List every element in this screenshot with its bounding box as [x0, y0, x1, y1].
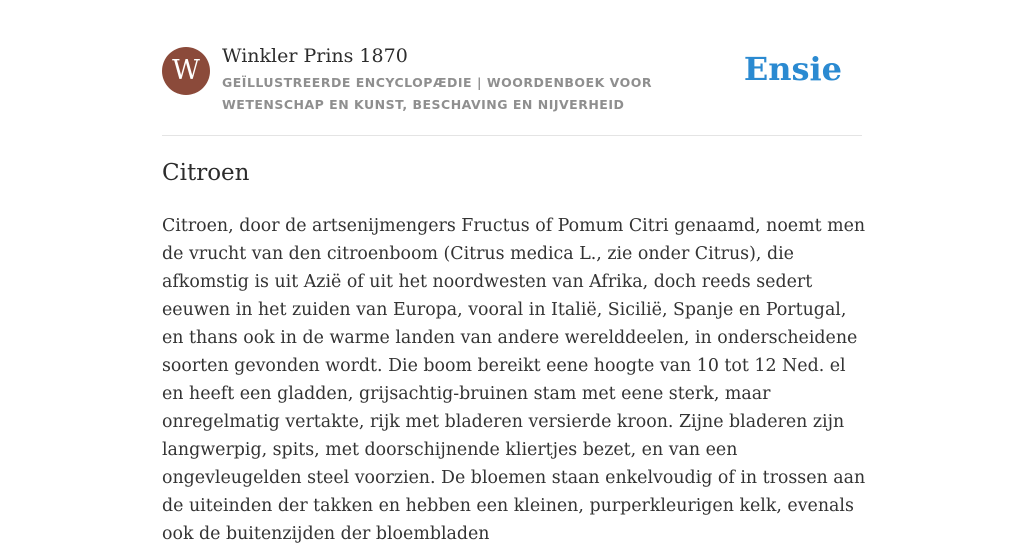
article-body: Citroen, door de artsenijmengers Fructus of Pomum Citri genaamd, noemt men de vrucht van den citroenboom (Citrus medica L., zie onder Citrus), die afkomstig is uit Azië of uit het noordwesten van Afrika, doch reeds sedert eeuwen in het zuiden van Europa, vooral in Italië, Sicilië, Spanje en Portugal, en thans ook in de warme landen van andere werelddeelen, in onderscheidene soorten gevonden wordt. Die boom bereikt eene hoogte van 10 tot 12 Ned. el en heeft een gladden, grijsachtig-bruinen stam met eene sterk, maar onregelmatig vertakte, rijk met bladeren versierde kroon. Zijne bladeren zijn langwerpig, spits, met doorschijnende kliertjes bezet, en van een ongevleugelden steel voorzien. De bloemen staan enkelvoudig of in trossen aan de uiteinden der takken en hebben een kleinen, purperkleurigen kelk, evenals ook de buitenzijden der bloembladen: [162, 216, 866, 544]
book-title[interactable]: Winkler Prins 1870: [222, 45, 408, 67]
page-header: [162, 44, 862, 136]
avatar: W: [162, 47, 210, 95]
book-subtitle: GEÏLLUSTREERDE ENCYCLOPÆDIE | WOORDENBOEK VOOR WETENSCHAP EN KUNST, BESCHAVING EN NIJVERHEID: [222, 75, 652, 112]
header-divider: [162, 135, 862, 136]
brand-logo-link[interactable]: Ensie: [743, 50, 842, 88]
article-title: Citroen: [162, 160, 250, 186]
